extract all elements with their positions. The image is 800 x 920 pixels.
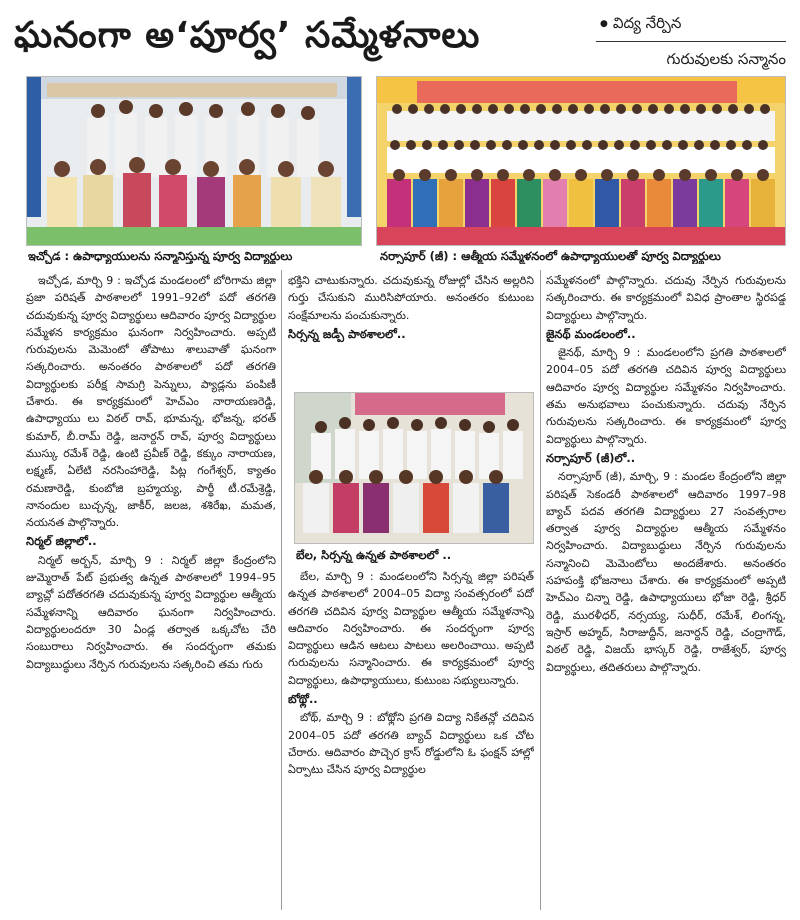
subhead-narsapur: నర్సాపూర్ (జీ)లో.. (546, 450, 636, 465)
column-rule-1 (281, 270, 282, 910)
column-2-top (288, 272, 534, 364)
caption-photo-sirsanna: బేల, సిర్సన్న ఉన్నత పాఠశాలలో .. (296, 548, 452, 562)
column-1-paragraph-1: ఇచ్చోడ, మార్చి 9 : ఇచ్చోడ మండలంలో బోరిగామ జిల్లా ప్రజా పరిషత్ పాఠశాలలో 1991–92లో పదో తరగతి చదువుకున్న పూర్వ విద్యార్థులు ఆదివారం పూర్వ విద్యార్థుల సమ్మేళన కార్యక్రమం ఘనంగా నిర్వహించారు. అప్పటి గురువులను మెమెంటో తోపాటు శాలువాతో ఘనంగా సత్కరించారు. అనంతరం పాఠశాలలో పదో తరగతి విద్యార్థులకు పరీక్ష సామగ్రి పెన్నులు, ప్యాడ్లను పంపిణీ చేశారు. ఈ కార్యక్రమంలో హెచ్ఎం నారాయణరెడ్డి, ఉపాధ్యాయు లు విఠల్ రావ్, భూమన్న, భోజన్న, భరత్ కుమార్, బీ.రామ్ రెడ్డి, జనార్దన్ రావ్, పూర్వ విద్యార్థులు ముస్కు రమేశ్ రెడ్డి, ఉంటి ప్రవీణ్ రెడ్డి, కక్కుం నారాయణ, లక్ష్మణ్, ఏలేటి నరసింహారెడ్డి, పిట్ల గంగేశ్వర్, క్యాతం రమణారెడ్డి, కుంబోజి బ్రహ్మయ్య, పార్థీ టీ.రమేశ్రెడ్డి, నానందుల బుచ్చన్న, జాకీర్, జలజ, శశిరేఖ, మమత, నయనత పాల్గొన్నారు. (26, 274, 276, 530)
column-3-paragraph-3: నర్సాపూర్ (జీ), మార్చి, 9 : మండల కేంద్రంలోని జిల్లా పరిషత్ సెకండరీ పాఠశాలలో ఆదివారం 1997–98 బ్యాచ్ పదవ తరగతి విద్యార్థులు 27 సంవత్సరాల తర్వాత పూర్వ విద్యార్థుల ఆత్మీయ సమ్మేళనం నిర్వహించారు. విద్యాబుద్ధులు నేర్పిన గురువులను సన్మానించి మెమెంటోలు అందజేశారు. అనంతరం సహపంక్తి భోజనాలు చేశారు. ఈ కార్యక్రమంలో అప్పటి హెచ్ఎం చిన్నా రెడ్డి, ఉపాధ్యాయులు భోజా రెడ్డి, శ్రీధర్ రెడ్డి, మురళీధర్, నర్సయ్య, సుధీర్, రమేశ్, లింగన్న, ఇస్రార్ అహ్మద్, సిరాజుద్దీన్, జనార్దన్ రెడ్డి, చంద్రాగౌడ్, విఠల్ రెడ్డి, విజయ్ భాస్కర్ రెడ్డి, రాజేశ్వర్, పూర్వ విద్యార్థులు, తదితరులు పాల్గొన్నారు. (546, 470, 786, 674)
column-2-paragraph-3: బోథ్, మార్చి 9 : బోథ్లోని ప్రగతి విద్యా నికేతన్లో చదివిన 2004–05 పదో తరగతి బ్యాచ్ విద్యార్థులు ఒక చోట చేరారు. ఆదివారం పొచ్చెర క్రాస్ రోడ్డులోని ఓ ఫంక్షన్ హాల్లో ఏర్పాటు చేసిన పూర్వ విద్యార్థుల (288, 711, 534, 777)
subhead-boath: బోథ్లో.. (288, 692, 318, 707)
subhead-jainath: జైనథ్ మండలంలో.. (546, 326, 636, 341)
subhead-sirsanna: సిర్సన్న జడ్పీ పాఠశాలలో.. (288, 326, 406, 341)
column-1 (26, 272, 276, 912)
caption-photo-ichoda: ఇచ్చోడ : ఉపాధ్యాయులను సన్మానిస్తున్న పూర్వ విద్యార్థులు (28, 249, 293, 263)
column-rule-2 (540, 270, 541, 910)
subhead-nirmal: నిర్మల్ జిల్లాలో.. (26, 534, 97, 549)
column-2-bottom (288, 568, 534, 910)
column-1-paragraph-2: నిర్మల్ అర్బన్, మార్చి 9 : నిర్మల్ జిల్లా కేంద్రంలోని జుమ్మెరాత్ పేట్ ప్రభుత్వ ఉన్నత పాఠశాలలో 1994–95 బ్యాచ్లో పదోతరగతి చదువుకున్న పూర్వ విద్యార్థుల ఆత్మీయ సమ్మేళనాన్ని ఆదివారం ఘనంగా నిర్వహించారు. విద్యార్థులందరూ 30 ఏండ్ల తర్వాత ఒక్కచోట చేరి సంబురాలు నిర్వహించారు. ఈ సందర్భంగా తమకు విద్యాబుద్ధులు నేర్పిన గురువులను సత్కరించి తమ గురు (26, 553, 276, 671)
column-2-paragraph-1: భక్తిని చాటుకున్నారు. చదువుకున్న రోజుల్లో చేసిన అల్లరిని గుర్తు చేసుకుని మురిసిపోయారు. అనంతరం కుటుంబ సంక్షేమాలను పంచుకున్నారు. (288, 274, 534, 322)
kicker-line-2: గురువులకు సన్మానం (596, 41, 786, 70)
column-3-paragraph-1: సమ్మేళనంలో పాల్గొన్నారు. చదువు నేర్పిన గురువులను సత్కరించారు. ఈ కార్యక్రమంలో వివిధ ప్రాంతాల స్థిరపడ్డ విద్యార్థులు పాల్గొన్నారు. (546, 274, 786, 322)
photo-sirsanna-image (295, 393, 533, 543)
column-2-paragraph-2: బేల, మార్చి 9 : మండలంలోని సిర్సన్న జిల్లా పరిషత్ ఉన్నత పాఠశాలలో 2004–05 విద్యా సంవత్సరంలో పదో తరగతి చదివిన పూర్వ విద్యార్థుల ఆత్మీయ సమ్మేళనాన్ని ఆదివారం నిర్వహించారు. ఈ సందర్భంగా పూర్వ విద్యార్థులు ఆడిన ఆటలు పాటలు అలరించాయి. అప్పటి గురువులను సన్మానించారు. ఈ కార్యక్రమంలో పూర్వ విద్యార్థులు, ఉపాధ్యాయులు, కుటుంబ సభ్యులున్నారు. (288, 570, 534, 687)
photo-sirsanna (294, 392, 534, 544)
column-3-paragraph-2: జైనథ్, మార్చి 9 : మండలంలోని ప్రగతి పాఠశాలలో 2004–05 పదో తరగతి చదివిన పూర్వ విద్యార్థులు ఆదివారం పూర్వ విద్యార్థుల సమ్మేళనం నిర్వహించారు. తమ అనుభవాలు పంచుకున్నారు. చదువు నేర్పిన గురువులను సత్కరించారు. ఈ కార్యక్రమంలో పూర్వ విద్యార్థులు పాల్గొన్నారు. (546, 346, 786, 446)
kicker (596, 12, 786, 70)
photo-ichoda (26, 76, 362, 246)
headline: ఘనంగా అ‘పూర్వ’ సమ్మేళనాలు (14, 15, 481, 56)
photo-narsapur (376, 76, 786, 246)
caption-photo-narsapur: నర్సాపూర్ (జీ) : ఆత్మీయ సమ్మేళనంలో ఉపాధ్యాయులతో పూర్వ విద్యార్థులు (380, 249, 721, 263)
photo-ichoda-image (27, 77, 361, 245)
photo-narsapur-image (377, 77, 785, 245)
column-3 (546, 272, 786, 912)
kicker-line-1: ● విద్య నేర్పిన (596, 12, 786, 35)
